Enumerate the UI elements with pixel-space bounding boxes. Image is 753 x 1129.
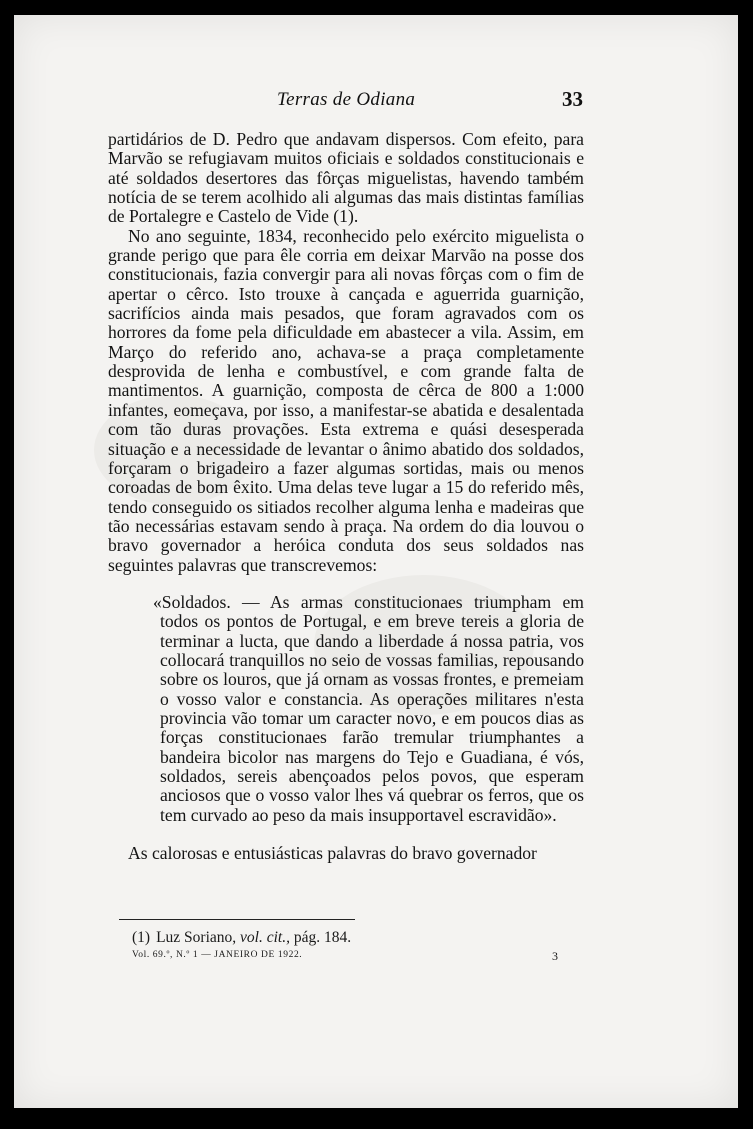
footnote-mark: (1): [132, 929, 151, 946]
footnote-page: pág. 184.: [293, 929, 352, 946]
footnote-author: Luz Soriano,: [156, 929, 237, 946]
paragraph: partidários de D. Pedro que andavam dispersos. Com efeito, para Marvão se refugiavam muitos oficiais e soldados constitucionais e até soldados desertores das fôrças miguelistas, havendo também notícia de se terem acolhido ali algumas das mais distintas famílias de Portalegre e Castelo de Vide (1).: [108, 129, 584, 227]
footnote-work: vol. cit.,: [240, 929, 290, 946]
block-quote: [153, 591, 584, 825]
quote-text: «Soldados. — As armas constitucionaes triumpham em todos os pontos de Portugal, e em breve tereis a gloria de terminar a lucta, que dando a liberdade á nossa patria, vos collocará tranquillos no seio de vossas familias, repousando sobre os louros, que já ornam as vossas frontes, e premeiam o vosso valor e constancia. As operações militares n'esta provincia vão tomar um caracter novo, e em poucos dias as forças constitucionaes farão tremular triumphantes a bandeira bicolor nas margens do Tejo e Guadiana, é vós, soldados, sereis abençoados pelos povos, que esperam anciosos que o vosso valor lhes vá quebrar os ferros, que os tem curvado ao peso da mais insupportavel escravidão».: [153, 591, 584, 825]
paragraph: No ano seguinte, 1834, reconhecido pelo exército miguelista o grande perigo que para êle corria em deixar Marvão na posse dos constitucionais, fazia convergir para ali novas fôrças com o fim de apertar o cêrco. Isto trouxe à cançada e aguerrida guarnição, sacrifícios ainda mais pesados, que foram agravados com os horrores da fome pela dificuldade em abastecer a vila. Assim, em Março do referido ano, achava-se a praça completamente desprovida de lenha e combustível, e com grande falta de mantimentos. A guarnição, composta de cêrca de 800 a 1:000 infantes, eomeçava, por isso, a manifestar-se abatida e desalentada com tão duras provações. Esta extrema e quási desesperada situação e a necessidade de levantar o ânimo abatido dos soldados, forçaram o brigadeiro a fazer algumas sortidas, mais ou menos coroadas de bom êxito. Uma delas teve lugar a 15 do referido mês, tendo conseguido os sitiados recolher alguma lenha e madeiras que tão necessárias estavam sendo à praça. Na ordem do dia louvou o bravo governador a heróica conduta dos seus soldados nas seguintes palavras que transcrevemos:: [108, 225, 584, 575]
page-header: [14, 87, 738, 115]
footnote-rule: [119, 919, 355, 920]
signature-line: [132, 949, 592, 963]
body-text: [108, 130, 584, 863]
signature-number: 3: [552, 949, 559, 963]
running-title: Terras de Odiana: [277, 89, 416, 110]
volume-info: Vol. 69.º, N.º 1 — JANEIRO DE 1922.: [132, 950, 303, 960]
book-page: [14, 15, 738, 1108]
page-number: 33: [562, 87, 583, 111]
footnote: [132, 929, 351, 947]
paragraph-closing: As calorosas e entusiásticas palavras do bravo governador: [128, 843, 537, 864]
